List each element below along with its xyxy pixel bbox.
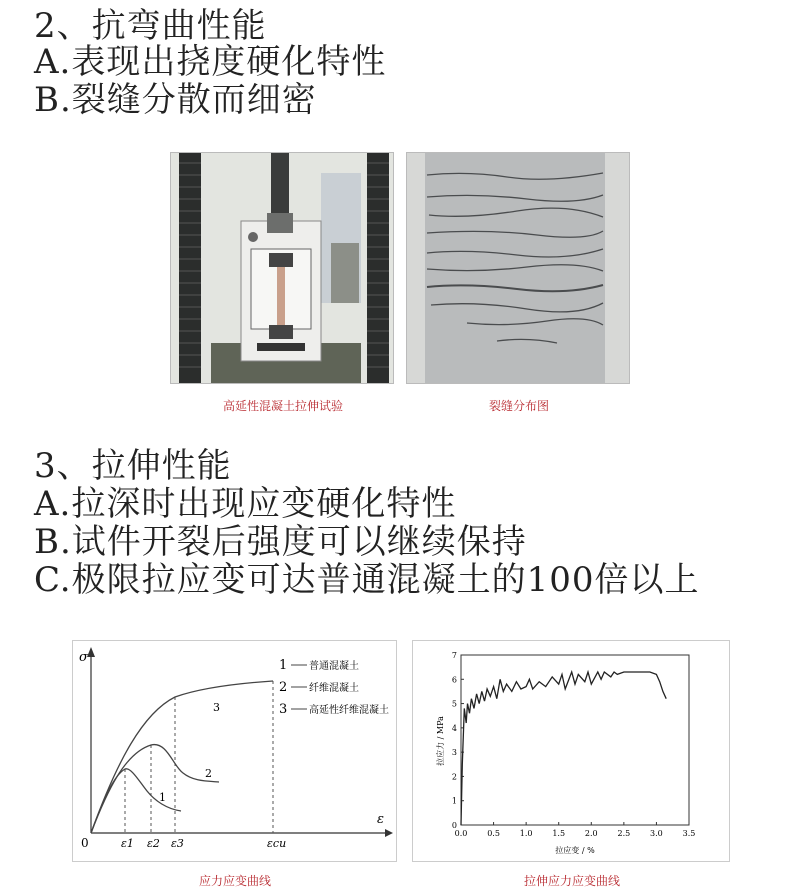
section2-heading: 2、抗弯曲性能 [34, 6, 267, 46]
y-axis-label: 拉应力 / MPa [436, 716, 445, 766]
series-3-curve [91, 681, 273, 833]
y-tick-label: 5 [451, 699, 457, 709]
stress-strain-chart [72, 640, 397, 862]
crack-distribution-photo [406, 152, 630, 384]
x-axis-arrow-icon [385, 829, 393, 837]
y-tick-label: 0 [451, 821, 457, 830]
series-3-label: 3 [213, 701, 220, 714]
legend-label-2: 纤维混凝土 [309, 683, 359, 694]
section3-item-a: A.拉深时出现应变硬化特性 [34, 484, 457, 524]
legend-label-1: 普通混凝土 [309, 661, 359, 672]
reference-lines [125, 681, 273, 833]
y-axis-arrow-icon [87, 647, 95, 657]
series-2-label: 2 [205, 767, 212, 780]
legend-num-3: 3 [279, 702, 288, 717]
x-tick-ecu: εcu [267, 837, 287, 850]
x-tick-label: 0.5 [487, 829, 500, 838]
section2-item-b: B.裂缝分散而细密 [34, 80, 317, 120]
tensile-stress-strain-caption: 拉伸应力应变曲线 [523, 874, 620, 888]
legend-num-2: 2 [279, 680, 288, 695]
x-axis-label: 拉应变 / % [555, 846, 595, 855]
x-tick-e3: ε3 [171, 837, 184, 850]
stress-strain-caption: 应力应变曲线 [198, 874, 271, 888]
x-tick-label: 3.5 [682, 829, 696, 838]
y-tick-label: 6 [451, 675, 457, 685]
legend-num-1: 1 [279, 658, 288, 673]
section3-item-b: B.试件开裂后强度可以继续保持 [34, 522, 527, 562]
x-tick-label: 1.5 [552, 829, 566, 838]
x-tick-label: 2.5 [617, 829, 631, 838]
series-2-curve [91, 745, 219, 833]
tension-test-photo [170, 152, 394, 384]
crack-distribution-caption: 裂缝分布图 [488, 399, 549, 413]
tension-test-caption: 高延性混凝土拉伸试验 [222, 399, 343, 413]
y-axis-label: σ [79, 650, 88, 665]
section3-item-c: C.极限拉应变可达普通混凝土的100倍以上 [34, 560, 700, 600]
x-tick-label: 3.0 [650, 829, 663, 838]
x-tick-e1: ε1 [121, 837, 134, 850]
y-tick-label: 3 [451, 748, 457, 758]
x-tick-label: 1.0 [519, 829, 533, 838]
test-machine-illustration [171, 153, 393, 383]
plot-frame [461, 655, 689, 825]
section2-item-a: A.表现出挠度硬化特性 [34, 42, 387, 82]
y-tick-label: 1 [451, 796, 457, 806]
x-tick-label: 2.0 [584, 829, 598, 838]
x-tick-e2: ε2 [147, 837, 160, 850]
y-tick-label: 7 [451, 651, 457, 660]
origin-label: 0 [81, 836, 89, 850]
x-tick-label: 0.0 [454, 829, 468, 838]
y-tick-label: 4 [451, 723, 457, 733]
crack-illustration [407, 153, 629, 383]
legend-label-3: 高延性纤维混凝土 [309, 705, 389, 716]
section3-heading: 3、拉伸性能 [34, 446, 232, 486]
series-1-label: 1 [159, 791, 166, 804]
y-tick-label: 2 [451, 772, 457, 782]
x-axis-label: ε [377, 812, 384, 827]
tensile-stress-strain-chart [412, 640, 730, 862]
tensile-curve [461, 672, 666, 825]
